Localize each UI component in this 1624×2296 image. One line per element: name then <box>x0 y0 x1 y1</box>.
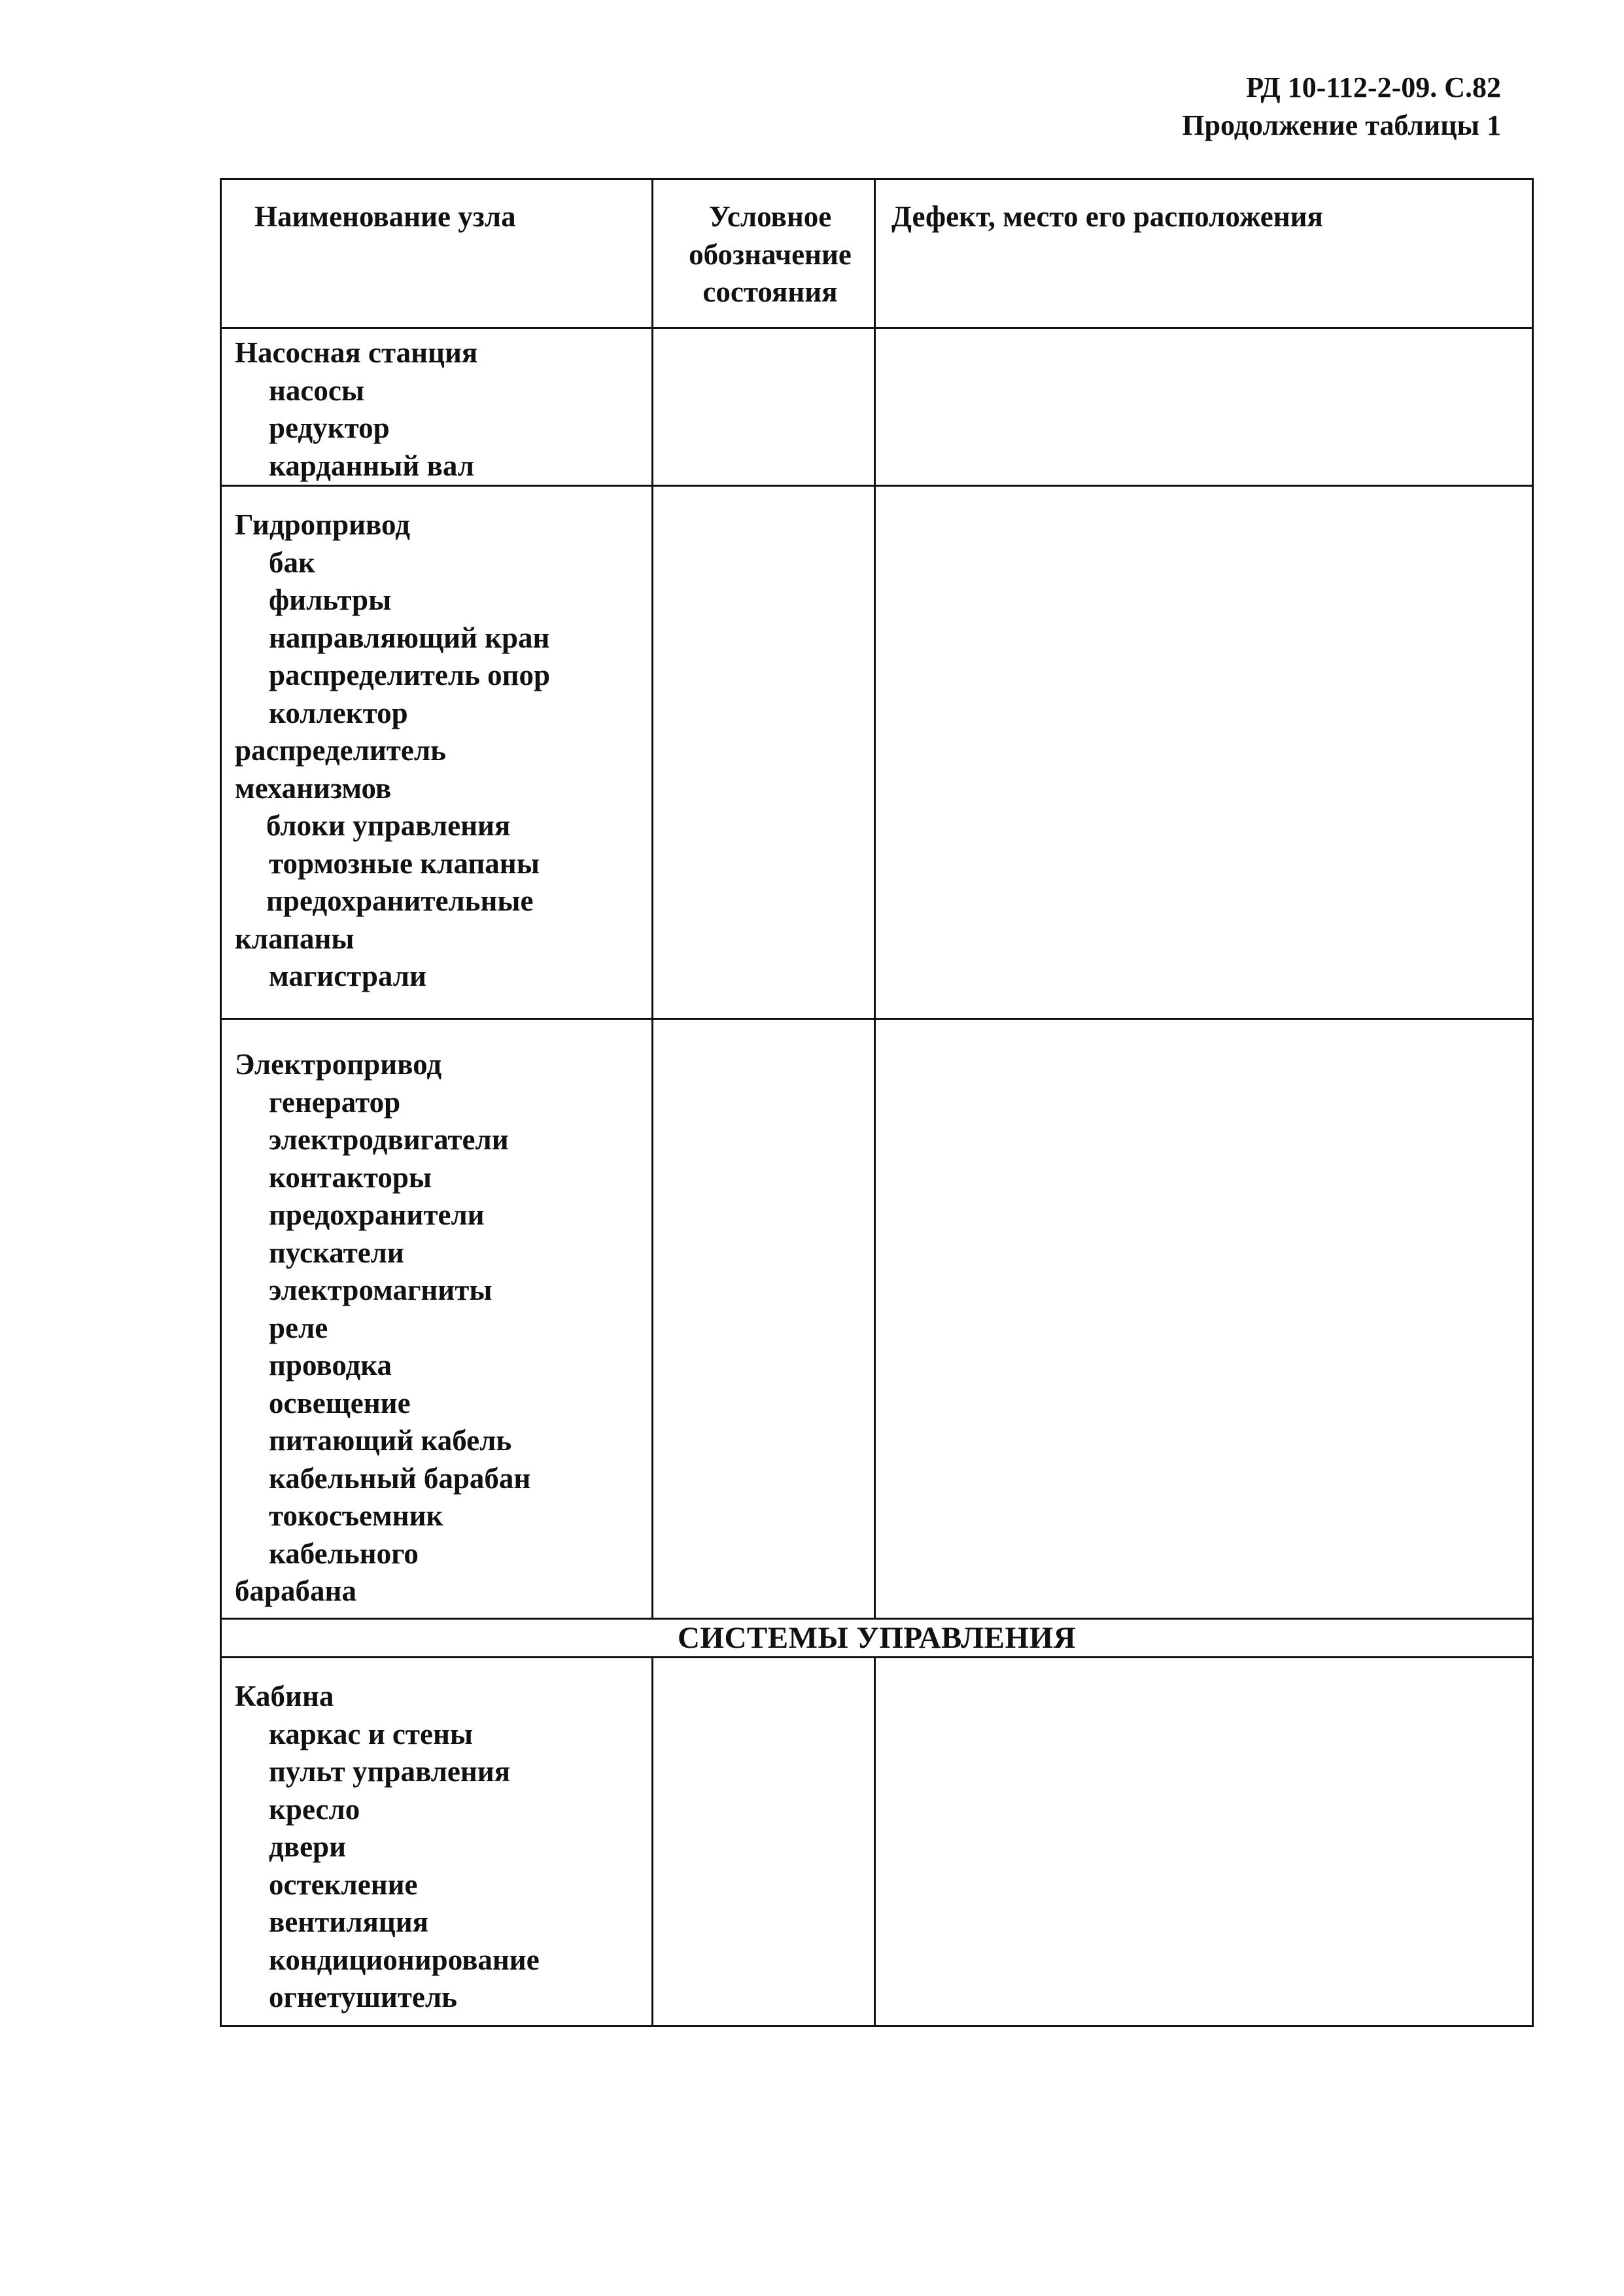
list-item: токосъемник <box>269 1499 443 1532</box>
group-title: Кабина <box>235 1680 334 1713</box>
document-reference: РД 10-112-2-09. С.82 <box>1246 71 1501 103</box>
list-item: клапаны <box>235 922 354 955</box>
condition-cell[interactable] <box>653 1658 875 2026</box>
table-row <box>221 1658 1533 2026</box>
list-item: проводка <box>269 1349 392 1382</box>
list-item: карданный вал <box>269 449 475 482</box>
defect-cell[interactable] <box>875 328 1533 486</box>
list-item: контакторы <box>269 1160 432 1194</box>
table-row <box>221 328 1533 486</box>
list-item: предохранительные <box>266 884 534 917</box>
page-header <box>1182 69 1501 145</box>
unit-cell-electric-drive <box>221 1019 653 1619</box>
defects-table <box>220 178 1534 2027</box>
list-item: фильтры <box>269 583 392 616</box>
list-item: кондиционирование <box>269 1943 540 1976</box>
list-item: пульт управления <box>269 1755 511 1788</box>
column-header-unit-name: Наименование узла <box>221 179 653 328</box>
list-item: магистрали <box>269 960 426 992</box>
column-header-defect-location: Дефект, место его расположения <box>875 179 1533 328</box>
list-item: кресло <box>269 1792 360 1826</box>
list-item: двери <box>269 1830 346 1863</box>
list-item: электродвигатели <box>269 1123 509 1156</box>
list-item: бак <box>269 546 315 579</box>
list-item: кабельный барабан <box>269 1461 531 1495</box>
list-item: тормозные клапаны <box>269 846 540 880</box>
unit-cell-pump-station <box>221 328 653 486</box>
group-title: Электропривод <box>235 1048 442 1081</box>
list-item: барабана <box>235 1574 356 1607</box>
condition-cell[interactable] <box>653 486 875 1019</box>
section-title-row <box>221 1619 1533 1658</box>
list-item: пускатели <box>269 1236 404 1269</box>
condition-cell[interactable] <box>653 1019 875 1619</box>
list-item: освещение <box>269 1386 411 1419</box>
condition-cell[interactable] <box>653 328 875 486</box>
group-title: Гидропривод <box>235 508 410 541</box>
list-item: распределитель опор <box>269 659 551 691</box>
list-item: блоки управления <box>266 809 511 842</box>
list-item: питающий кабель <box>269 1424 512 1457</box>
list-item: огнетушитель <box>269 1981 457 2013</box>
table-continuation-label: Продолжение таблицы 1 <box>1182 109 1501 141</box>
list-item: остекление <box>269 1868 418 1901</box>
list-item: реле <box>269 1311 328 1344</box>
table-header-row <box>221 179 1533 328</box>
group-title: Насосная станция <box>235 336 478 369</box>
list-item: редуктор <box>269 411 390 444</box>
list-item: направляющий кран <box>269 621 550 654</box>
defect-cell[interactable] <box>875 486 1533 1019</box>
list-item: насосы <box>269 374 365 407</box>
list-item: генератор <box>269 1085 401 1119</box>
list-item: каркас и стены <box>269 1717 474 1750</box>
list-item: вентиляция <box>269 1905 429 1938</box>
defect-cell[interactable] <box>875 1019 1533 1619</box>
list-item: предохранители <box>269 1198 485 1231</box>
defect-cell[interactable] <box>875 1658 1533 2026</box>
list-item: распределитель <box>235 734 446 767</box>
table-row <box>221 1019 1533 1619</box>
section-title-control-systems: СИСТЕМЫ УПРАВЛЕНИЯ <box>221 1619 1533 1658</box>
unit-cell-cabin <box>221 1658 653 2026</box>
column-header-condition-code: Условное обозначение состояния <box>653 179 875 328</box>
table-row <box>221 486 1533 1019</box>
list-item: коллектор <box>269 696 408 729</box>
list-item: механизмов <box>235 771 392 805</box>
list-item: электромагниты <box>269 1274 492 1306</box>
list-item: кабельного <box>269 1537 419 1570</box>
unit-cell-hydraulic-drive <box>221 486 653 1019</box>
